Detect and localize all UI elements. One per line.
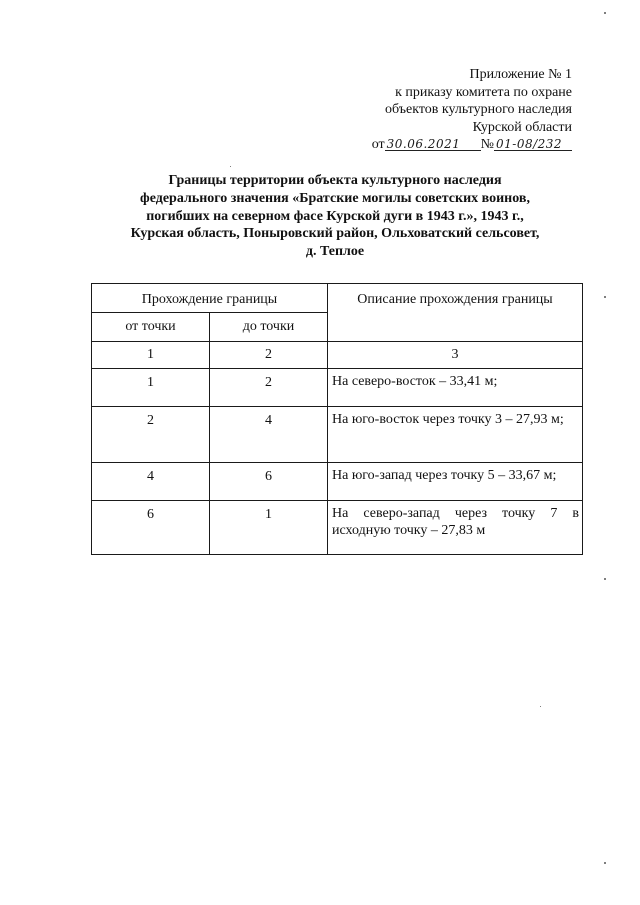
from-point-cell: 1 bbox=[92, 369, 210, 407]
appendix-title: Приложение № 1 bbox=[469, 67, 572, 82]
handwritten-number: 01-08/232 bbox=[494, 138, 572, 151]
title-line-1: Границы территории объекта культурного наследия bbox=[168, 173, 502, 188]
title-line-4: Курская область, Поныровский район, Ольховатский сельсовет, bbox=[130, 226, 540, 242]
appendix-date-line bbox=[360, 136, 572, 154]
scan-speck bbox=[604, 296, 606, 298]
appendix-header bbox=[360, 66, 572, 154]
to-point-cell: 2 bbox=[210, 369, 328, 407]
date-prefix: от bbox=[371, 137, 385, 152]
column-number: 2 bbox=[210, 342, 328, 369]
scan-speck bbox=[604, 578, 606, 580]
scan-speck bbox=[604, 12, 606, 14]
handwritten-date: 30.06.2021 bbox=[385, 138, 481, 151]
description-cell: На северо-запад через точку 7 в исходную точку – 27,83 м bbox=[328, 501, 583, 555]
table-row bbox=[92, 369, 583, 407]
to-point-cell: 4 bbox=[210, 407, 328, 463]
description-cell: На юго-запад через точку 5 – 33,67 м; bbox=[328, 463, 583, 501]
from-point-cell: 6 bbox=[92, 501, 210, 555]
table-row bbox=[92, 501, 583, 555]
header-boundary-passage: Прохождение границы bbox=[92, 284, 328, 313]
scan-speck bbox=[230, 166, 231, 167]
table-row bbox=[92, 463, 583, 501]
title-line-2: федерального значения «Братские могилы советских воинов, bbox=[140, 190, 530, 206]
from-point-cell: 2 bbox=[92, 407, 210, 463]
table-header-row bbox=[92, 284, 583, 313]
header-description: Описание прохождения границы bbox=[328, 284, 583, 342]
column-number-row bbox=[92, 342, 583, 369]
description-cell: На северо-восток – 33,41 м; bbox=[328, 369, 583, 407]
appendix-order-ref: к приказу комитета по охране bbox=[395, 84, 572, 100]
header-to-point: до точки bbox=[210, 313, 328, 342]
from-point-cell: 4 bbox=[92, 463, 210, 501]
to-point-cell: 1 bbox=[210, 501, 328, 555]
column-number: 3 bbox=[328, 342, 583, 369]
table-row bbox=[92, 407, 583, 463]
appendix-committee: объектов культурного наследия bbox=[384, 102, 572, 117]
number-prefix: № bbox=[480, 137, 494, 152]
document-title bbox=[100, 172, 570, 261]
appendix-region: Курской области bbox=[472, 119, 572, 135]
scan-speck bbox=[604, 862, 606, 864]
column-number: 1 bbox=[92, 342, 210, 369]
title-line-3: погибших на северном фасе Курской дуги в 1943 г.», 1943 г., bbox=[146, 208, 524, 224]
header-from-point: от точки bbox=[92, 313, 210, 342]
description-cell: На юго-восток через точку 3 – 27,93 м; bbox=[328, 407, 583, 463]
to-point-cell: 6 bbox=[210, 463, 328, 501]
boundary-table bbox=[91, 283, 583, 555]
scan-speck bbox=[540, 706, 541, 707]
title-line-5: д. Теплое bbox=[305, 244, 365, 260]
